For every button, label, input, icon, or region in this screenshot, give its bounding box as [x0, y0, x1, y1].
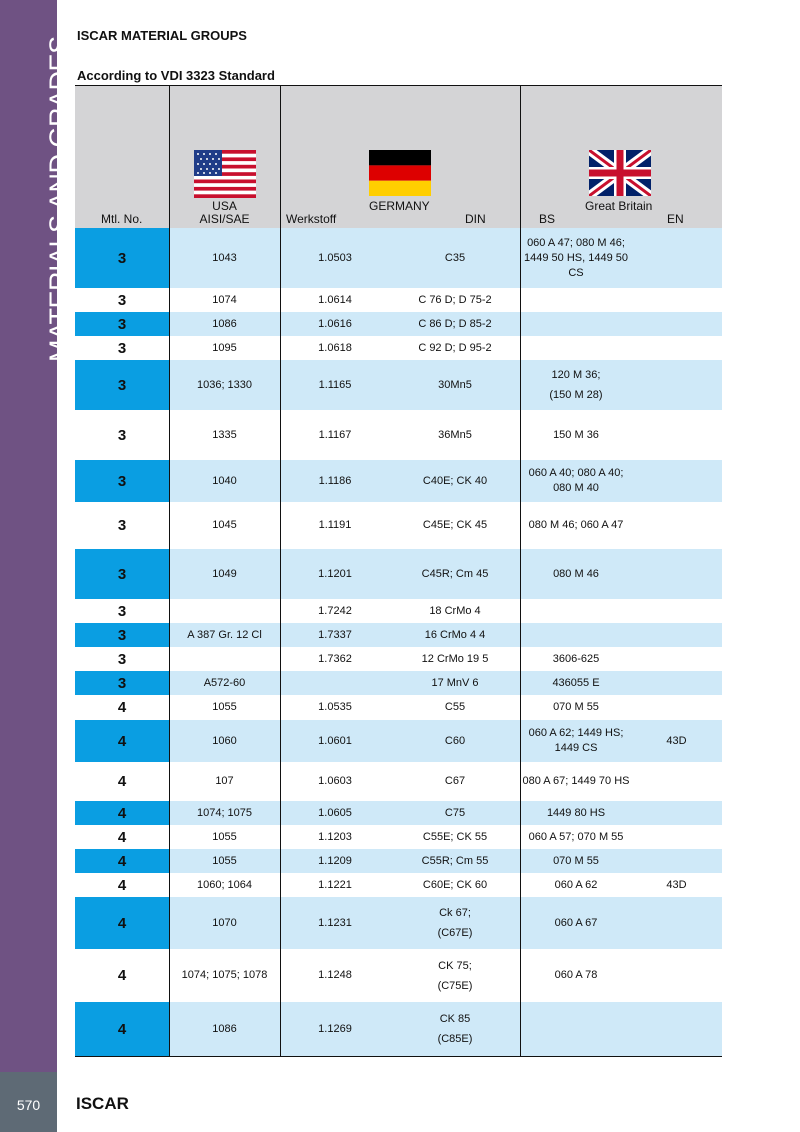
table-row: [75, 720, 722, 762]
en-cell: [631, 410, 722, 460]
bs-cell: 060 A 62: [554, 878, 598, 891]
table-row: [75, 549, 722, 599]
werkstoff-cell: 1.0503: [318, 251, 352, 264]
mtl-number: 3: [117, 517, 127, 534]
aisi-sae-cell: A 387 Gr. 12 Cl: [187, 628, 262, 641]
bs-cell: [521, 288, 631, 312]
en-cell: 43D: [666, 878, 687, 891]
aisi-sae-cell: 1055: [212, 854, 237, 867]
din-cell: 30Mn5: [438, 378, 472, 391]
header-great-britain: Great Britain: [585, 199, 653, 213]
bs-cell: 080 M 46; 060 A 47: [528, 519, 624, 531]
werkstoff-cell: 1.0618: [318, 341, 352, 354]
werkstoff-cell: 1.1221: [318, 878, 352, 891]
bs-cell: 3606-625: [552, 652, 600, 665]
bs-cell: 080 A 67; 1449 70 HS: [522, 775, 630, 787]
aisi-sae-cell: 1074; 1075: [196, 806, 253, 819]
mtl-number: 4: [75, 897, 169, 949]
din-cell: Ck 67; (C67E): [437, 907, 473, 939]
uk-flag-icon: [589, 150, 651, 196]
mtl-number: 3: [75, 360, 169, 410]
table-header: [75, 85, 722, 230]
table-row: [75, 288, 722, 312]
column-divider: [520, 228, 521, 1056]
mtl-number: 3: [75, 460, 169, 502]
en-cell: [631, 849, 722, 873]
mtl-number: 3: [75, 312, 169, 336]
en-cell: [631, 762, 722, 801]
werkstoff-cell: 1.1165: [318, 378, 352, 391]
aisi-sae-cell: 1060; 1064: [196, 878, 253, 891]
header-en: EN: [667, 212, 684, 226]
mtl-number: 3: [75, 228, 169, 288]
din-cell: CK 85 (C85E): [437, 1013, 473, 1045]
mtl-number: 4: [75, 720, 169, 762]
werkstoff-cell: 1.0616: [318, 317, 352, 330]
aisi-sae-cell: 1086: [212, 1022, 237, 1035]
bs-cell: [521, 599, 631, 623]
werkstoff-cell: 1.1186: [318, 474, 352, 487]
werkstoff-cell: 1.0601: [318, 734, 352, 747]
en-cell: [631, 228, 722, 288]
table-row: [75, 336, 722, 360]
bs-cell: [521, 336, 631, 360]
bs-cell: 060 A 67: [554, 916, 598, 929]
mtl-number: 3: [75, 549, 169, 599]
en-cell: [631, 288, 722, 312]
table-row: [75, 228, 722, 288]
en-cell: [631, 460, 722, 502]
table-row: [75, 849, 722, 873]
en-cell: [631, 360, 722, 410]
mtl-number: 4: [117, 828, 127, 846]
din-cell: C60E; CK 60: [422, 878, 488, 891]
header-bs: BS: [539, 212, 556, 226]
bs-cell: 070 M 55: [553, 701, 599, 713]
mtl-number: 4: [117, 699, 127, 716]
werkstoff-cell: 1.1203: [318, 830, 352, 843]
bs-cell: 120 M 36; (150 M 28): [549, 369, 603, 401]
bs-cell: 070 M 55: [553, 854, 599, 867]
mtl-number: 3: [75, 623, 169, 647]
page-title: ISCAR MATERIAL GROUPS: [77, 28, 247, 43]
werkstoff-cell: 1.7362: [318, 652, 352, 665]
din-cell: 17 MnV 6: [431, 676, 479, 689]
aisi-sae-cell: 1055: [212, 701, 237, 713]
usa-flag-icon: [194, 150, 256, 198]
table-row: [75, 1002, 722, 1056]
bs-cell: [521, 1002, 631, 1056]
table-row: [75, 825, 722, 849]
aisi-sae-cell: 1074: [212, 293, 237, 306]
werkstoff-cell: 1.1248: [318, 969, 352, 981]
werkstoff-cell: 1.7337: [318, 628, 352, 641]
din-cell: 16 CrMo 4 4: [424, 628, 486, 641]
mtl-number: 3: [75, 671, 169, 695]
en-cell: [631, 949, 722, 1002]
aisi-sae-cell: 1045: [212, 519, 237, 531]
aisi-sae-cell: A572-60: [203, 676, 246, 689]
en-cell: [631, 801, 722, 825]
bs-cell: 060 A 40; 080 A 40; 080 M 40: [528, 467, 624, 494]
bs-cell: 436055 E: [552, 676, 600, 689]
en-cell: [631, 647, 722, 671]
header-divider: [280, 86, 281, 229]
mtl-number: 4: [117, 773, 127, 790]
werkstoff-cell: 1.1201: [318, 567, 352, 580]
bs-cell: [521, 312, 631, 336]
werkstoff-cell: 1.1167: [318, 428, 352, 441]
mtl-number: 4: [117, 967, 127, 984]
table-row: [75, 623, 722, 647]
bs-cell: 060 A 57; 070 M 55: [528, 830, 624, 843]
bs-cell: 1449 80 HS: [546, 806, 606, 819]
mtl-number: 4: [75, 849, 169, 873]
table-row: [75, 312, 722, 336]
werkstoff-cell: [280, 671, 390, 695]
en-cell: [631, 671, 722, 695]
germany-flag-icon: [369, 150, 431, 196]
werkstoff-cell: 1.0605: [318, 806, 352, 819]
werkstoff-cell: 1.0535: [318, 701, 352, 713]
aisi-sae-cell: 107: [215, 775, 234, 787]
en-cell: [631, 825, 722, 849]
bs-cell: 060 A 62; 1449 HS; 1449 CS: [528, 727, 624, 754]
mtl-number: 3: [117, 291, 127, 309]
werkstoff-cell: 1.1231: [318, 916, 352, 929]
aisi-sae-cell: 1335: [212, 428, 237, 441]
bs-cell: [521, 623, 631, 647]
aisi-sae-cell: 1036; 1330: [196, 378, 253, 391]
din-cell: 12 CrMo 19 5: [421, 652, 489, 665]
en-cell: [631, 897, 722, 949]
din-cell: C60: [444, 734, 466, 747]
mtl-number: 4: [75, 801, 169, 825]
aisi-sae-cell: [169, 647, 280, 671]
table-row: [75, 762, 722, 801]
aisi-sae-cell: 1049: [212, 567, 237, 580]
werkstoff-cell: 1.0614: [318, 293, 352, 306]
table-row: [75, 873, 722, 897]
din-cell: CK 75; (C75E): [437, 959, 473, 992]
aisi-sae-cell: [169, 599, 280, 623]
din-cell: C45E; CK 45: [422, 519, 488, 531]
din-cell: C55R; Cm 55: [421, 854, 489, 867]
din-cell: C45R; Cm 45: [421, 567, 489, 580]
din-cell: C40E; CK 40: [422, 474, 488, 487]
werkstoff-cell: 1.1269: [318, 1022, 352, 1035]
werkstoff-cell: 1.1191: [318, 519, 352, 531]
mtl-number: 4: [117, 876, 127, 894]
aisi-sae-cell: 1060: [212, 734, 237, 747]
table-row: [75, 599, 722, 623]
page-number: 570: [16, 1097, 41, 1113]
bs-cell: 060 A 78: [554, 969, 598, 981]
table-row: [75, 695, 722, 720]
bs-cell: 080 M 46: [553, 567, 599, 580]
table-row: [75, 949, 722, 1002]
din-cell: C55: [444, 701, 466, 713]
din-cell: 36Mn5: [438, 428, 472, 441]
column-divider: [169, 228, 170, 1056]
aisi-sae-cell: 1095: [212, 341, 237, 354]
aisi-sae-cell: 1074; 1075; 1078: [181, 969, 268, 981]
aisi-sae-cell: 1055: [212, 830, 237, 843]
table-row: [75, 502, 722, 549]
en-cell: [631, 695, 722, 720]
header-germany: GERMANY: [369, 199, 430, 213]
table-row: [75, 360, 722, 410]
en-cell: 43D: [666, 734, 687, 747]
header-mtl-no: Mtl. No.: [101, 212, 143, 226]
column-divider: [280, 228, 281, 1056]
mtl-number: 3: [117, 602, 127, 620]
mtl-number: 3: [117, 426, 127, 444]
bs-cell: 060 A 47; 080 M 46; 1449 50 HS, 1449 50 CS: [524, 236, 628, 279]
table-row: [75, 801, 722, 825]
en-cell: [631, 1002, 722, 1056]
werkstoff-cell: 1.1209: [318, 854, 352, 867]
din-cell: C75: [444, 806, 466, 819]
header-usa: USA: [212, 199, 237, 213]
en-cell: [631, 599, 722, 623]
header-din: DIN: [465, 212, 486, 226]
aisi-sae-cell: 1040: [212, 474, 237, 487]
mtl-number: 4: [75, 1002, 169, 1056]
din-cell: C 92 D; D 95-2: [418, 341, 492, 354]
header-aisi-sae: AISI/SAE: [199, 212, 250, 226]
sidebar-title: MATERIALS AND GRADES: [44, 36, 74, 362]
din-cell: C35: [444, 251, 466, 264]
mtl-number: 3: [117, 339, 127, 357]
footer-brand: ISCAR: [76, 1094, 129, 1113]
aisi-sae-cell: 1086: [212, 317, 237, 330]
table-row: [75, 460, 722, 502]
bs-cell: 150 M 36: [553, 428, 599, 441]
din-cell: C55E; CK 55: [422, 830, 488, 843]
table-row: [75, 410, 722, 460]
en-cell: [631, 502, 722, 549]
en-cell: [631, 549, 722, 599]
din-cell: 18 CrMo 4: [429, 604, 481, 617]
header-werkstoff: Werkstoff: [286, 212, 337, 226]
en-cell: [631, 312, 722, 336]
aisi-sae-cell: 1070: [212, 916, 237, 929]
table-subtitle: According to VDI 3323 Standard: [77, 68, 275, 83]
table-row: [75, 671, 722, 695]
table-row: [75, 647, 722, 671]
werkstoff-cell: 1.7242: [318, 604, 352, 617]
header-divider: [520, 86, 521, 229]
en-cell: [631, 336, 722, 360]
werkstoff-cell: 1.0603: [318, 775, 352, 787]
aisi-sae-cell: 1043: [212, 251, 237, 264]
din-cell: C 86 D; D 85-2: [418, 317, 492, 330]
table-row: [75, 897, 722, 949]
mtl-number: 3: [117, 650, 127, 668]
table-bottom-rule: [75, 1056, 722, 1057]
din-cell: C67: [444, 775, 466, 787]
en-cell: [631, 623, 722, 647]
din-cell: C 76 D; D 75-2: [418, 293, 492, 306]
